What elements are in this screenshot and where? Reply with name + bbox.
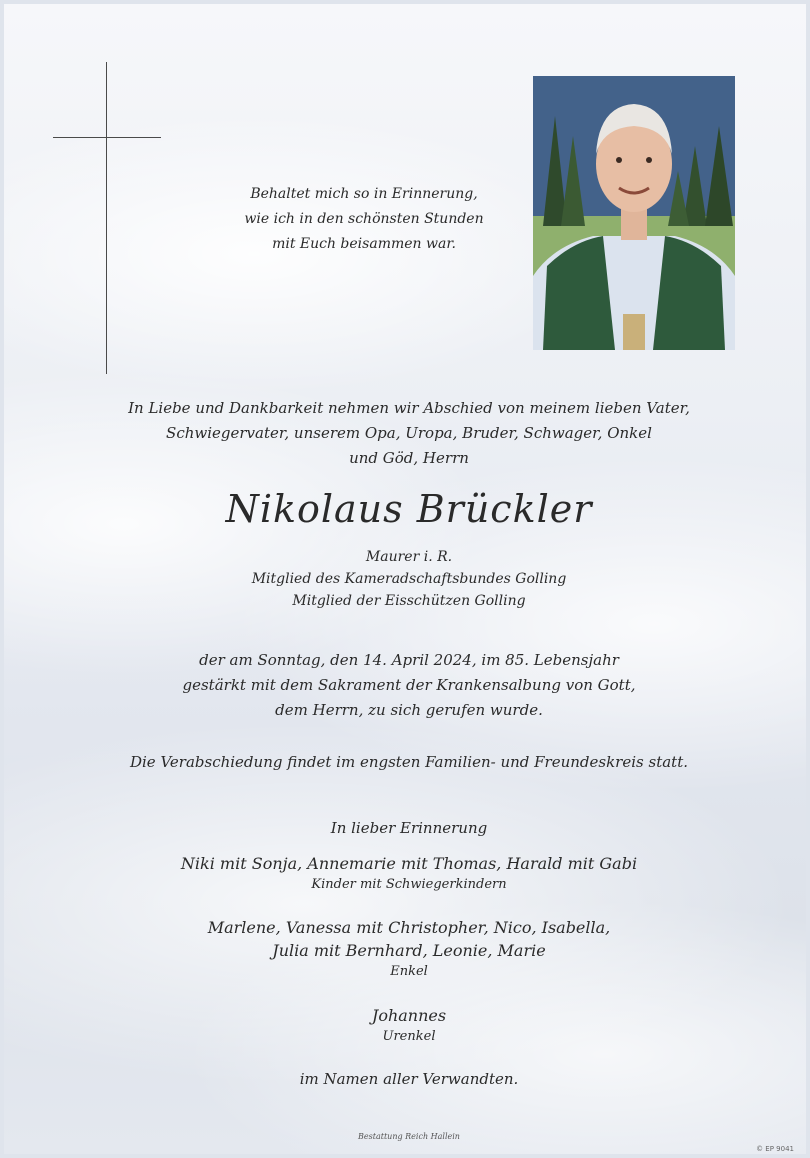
portrait-illustration — [533, 76, 735, 350]
farewell-notice: Die Verabschiedung findet im engsten Familien- und Freundeskreis statt. — [129, 753, 688, 771]
obituary-card — [4, 4, 806, 1154]
memory-heading: In lieber Erinnerung — [330, 819, 488, 837]
greatgrandchildren-names: Johannes — [371, 1006, 447, 1025]
title-line: Mitglied der Eisschützen Golling — [292, 593, 526, 609]
children-group — [4, 852, 806, 895]
title-line: Maurer i. R. — [365, 549, 453, 565]
intro-text — [4, 396, 806, 471]
memorial-quote — [214, 182, 514, 257]
greatgrandchildren-group — [4, 1004, 806, 1047]
death-line: der am Sonntag, den 14. April 2024, im 85. Lebensjahr — [199, 651, 619, 669]
quote-line: wie ich in den schönsten Stunden — [244, 211, 484, 227]
death-notice — [4, 648, 806, 723]
cross-icon-horizontal — [53, 137, 161, 138]
grandchildren-role: Enkel — [390, 964, 428, 979]
grandchildren-group — [4, 916, 806, 982]
death-line: gestärkt mit dem Sakrament der Krankensalbung von Gott, — [182, 676, 636, 694]
intro-line: In Liebe und Dankbarkeit nehmen wir Abschied von meinem lieben Vater, — [128, 399, 690, 417]
deceased-name: Nikolaus Brückler — [225, 487, 593, 531]
children-role: Kinder mit Schwiegerkindern — [311, 877, 507, 892]
print-code: © EP 9041 — [756, 1145, 794, 1153]
death-line: dem Herrn, zu sich gerufen wurde. — [275, 701, 543, 719]
cross-icon-vertical — [106, 62, 107, 374]
deceased-titles — [4, 546, 806, 612]
grandchildren-names: Julia mit Bernhard, Leonie, Marie — [272, 941, 546, 960]
greatgrandchildren-role: Urenkel — [382, 1029, 436, 1044]
quote-line: Behaltet mich so in Erinnerung, — [250, 186, 478, 202]
portrait-photo — [533, 76, 735, 350]
grandchildren-names: Marlene, Vanessa mit Christopher, Nico, Isabella, — [207, 918, 611, 937]
intro-line: Schwiegervater, unserem Opa, Uropa, Bruder, Schwager, Onkel — [166, 424, 652, 442]
quote-line: mit Euch beisammen war. — [272, 236, 456, 252]
title-line: Mitglied des Kameradschaftsbundes Golling — [251, 571, 567, 587]
children-names: Niki mit Sonja, Annemarie mit Thomas, Harald mit Gabi — [180, 854, 638, 873]
undertaker-credit: Bestattung Reich Hallein — [358, 1132, 460, 1141]
intro-line: und Göd, Herrn — [349, 449, 469, 467]
relatives-line: im Namen aller Verwandten. — [299, 1070, 519, 1088]
